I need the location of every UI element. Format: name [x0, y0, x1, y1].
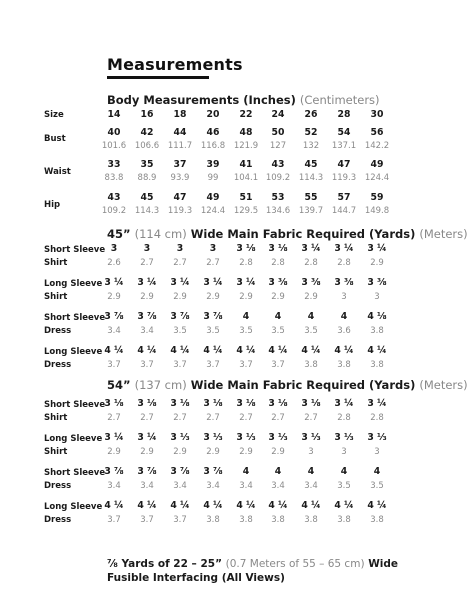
- value-cell: 3 ⅓: [367, 432, 387, 443]
- metric-cell: 3.8: [271, 515, 285, 525]
- value-cell: 44: [173, 127, 187, 138]
- value-cell: 4 ¼: [367, 500, 387, 511]
- metric-cell: 3.5: [239, 326, 253, 336]
- metric-cell: 2.7: [206, 413, 220, 423]
- metric-cell: 2.9: [140, 447, 154, 457]
- interfacing-note: [107, 557, 427, 585]
- value-cell: 14: [107, 109, 121, 120]
- value-cell: 28: [337, 109, 351, 120]
- metric-cell: 3.4: [107, 481, 121, 491]
- section-heading-width-metric: (114 cm): [134, 227, 187, 241]
- value-cell: 16: [140, 109, 154, 120]
- value-cell: 49: [370, 159, 384, 170]
- value-cell: 3 ⅓: [203, 432, 223, 443]
- metric-cell: 3.4: [140, 481, 154, 491]
- section-heading-width: 54”: [107, 378, 131, 392]
- metric-cell: 2.9: [239, 292, 253, 302]
- row-label-fabric-45-long-sleeve-shirt: Long Sleeve Shirt: [44, 279, 103, 302]
- value-cell: 56: [370, 127, 384, 138]
- metric-cell: 3.5: [337, 481, 351, 491]
- value-cell: 4 ⅛: [367, 311, 387, 322]
- metric-cell: 3.8: [206, 515, 220, 525]
- section-heading-text: Wide Main Fabric Required (Yards): [190, 227, 416, 241]
- metric-cell: 3.5: [173, 326, 187, 336]
- value-cell: 3 ⅛: [268, 243, 288, 254]
- value-cell: 3 ¼: [137, 432, 157, 443]
- metric-cell: 139.7: [298, 206, 324, 216]
- row-label-body-waist: Waist: [44, 167, 71, 177]
- metric-cell: 3.4: [271, 481, 285, 491]
- metric-cell: 3.4: [239, 481, 253, 491]
- metric-cell: 3.7: [173, 360, 187, 370]
- value-cell: 20: [206, 109, 220, 120]
- section-heading-unit: (Centimeters): [299, 93, 380, 107]
- value-cell: 3 ⅜: [301, 277, 321, 288]
- metric-cell: 109.2: [265, 173, 291, 183]
- value-cell: 3 ⅓: [170, 432, 190, 443]
- value-cell: 3 ⅞: [170, 466, 190, 477]
- value-cell: 3 ¼: [170, 277, 190, 288]
- value-cell: 50: [271, 127, 285, 138]
- row-label-fabric-45-short-sleeve-dress: Short Sleeve Dress: [44, 313, 106, 336]
- metric-cell: 3.4: [173, 481, 187, 491]
- value-cell: 4 ¼: [104, 345, 124, 356]
- section-heading-body-measurements: [107, 93, 380, 107]
- value-cell: 53: [271, 192, 285, 203]
- value-cell: 4 ¼: [137, 345, 157, 356]
- interfacing-amount: ⅞ Yards of 22 – 25”: [107, 558, 222, 570]
- value-cell: 3 ⅜: [334, 277, 354, 288]
- metric-cell: 3.8: [370, 515, 384, 525]
- metric-cell: 3.8: [239, 515, 253, 525]
- metric-cell: 3.4: [140, 326, 154, 336]
- value-cell: 4 ¼: [268, 500, 288, 511]
- value-cell: 3 ¼: [367, 398, 387, 409]
- interfacing-metric: (0.7 Meters of 55 – 65 cm): [225, 558, 365, 570]
- value-cell: 4 ¼: [367, 345, 387, 356]
- metric-cell: 3.8: [337, 515, 351, 525]
- metric-cell: 3.7: [271, 360, 285, 370]
- metric-cell: 2.7: [206, 258, 220, 268]
- value-cell: 3 ⅞: [104, 466, 124, 477]
- value-cell: 3 ⅛: [170, 398, 190, 409]
- value-cell: 3 ⅛: [203, 398, 223, 409]
- metric-cell: 3.7: [107, 515, 121, 525]
- value-cell: 4: [340, 466, 348, 477]
- value-cell: 3 ⅓: [301, 432, 321, 443]
- metric-cell: 111.7: [167, 141, 193, 151]
- value-cell: 3 ¼: [236, 277, 256, 288]
- metric-cell: 3.8: [370, 360, 384, 370]
- value-cell: 4: [242, 466, 250, 477]
- metric-cell: 2.9: [239, 447, 253, 457]
- metric-cell: 137.1: [331, 141, 357, 151]
- value-cell: 4: [307, 311, 315, 322]
- metric-cell: 2.9: [206, 292, 220, 302]
- value-cell: 3 ⅞: [137, 466, 157, 477]
- value-cell: 3: [209, 243, 217, 254]
- value-cell: 3 ⅛: [236, 398, 256, 409]
- value-cell: 18: [173, 109, 187, 120]
- metric-cell: 2.9: [173, 447, 187, 457]
- value-cell: 45: [304, 159, 318, 170]
- metric-cell: 2.7: [239, 413, 253, 423]
- value-cell: 54: [337, 127, 351, 138]
- value-cell: 3: [176, 243, 184, 254]
- metric-cell: 2.9: [206, 447, 220, 457]
- value-cell: 3 ⅓: [268, 432, 288, 443]
- value-cell: 4: [373, 466, 381, 477]
- row-label-body-size: Size: [44, 110, 64, 120]
- value-cell: 26: [304, 109, 318, 120]
- metric-cell: 88.9: [137, 173, 157, 183]
- value-cell: 3 ⅞: [203, 311, 223, 322]
- value-cell: 4: [274, 311, 282, 322]
- value-cell: 4 ¼: [203, 500, 223, 511]
- value-cell: 40: [107, 127, 121, 138]
- value-cell: 57: [337, 192, 351, 203]
- metric-cell: 2.8: [271, 258, 285, 268]
- metric-cell: 2.8: [337, 258, 351, 268]
- metric-cell: 3: [308, 447, 314, 457]
- metric-cell: 114.3: [134, 206, 160, 216]
- row-label-fabric-45-long-sleeve-dress: Long Sleeve Dress: [44, 347, 103, 370]
- metric-cell: 3.4: [206, 481, 220, 491]
- metric-cell: 3.5: [304, 326, 318, 336]
- value-cell: 4: [274, 466, 282, 477]
- metric-cell: 3.7: [206, 360, 220, 370]
- metric-cell: 124.4: [200, 206, 226, 216]
- row-label-body-bust: Bust: [44, 134, 66, 144]
- value-cell: 4 ¼: [137, 500, 157, 511]
- metric-cell: 132: [302, 141, 320, 151]
- metric-cell: 2.7: [271, 413, 285, 423]
- metric-cell: 106.6: [134, 141, 160, 151]
- metric-cell: 3.5: [271, 326, 285, 336]
- metric-cell: 3: [374, 447, 380, 457]
- value-cell: 41: [239, 159, 253, 170]
- value-cell: 3 ⅞: [170, 311, 190, 322]
- metric-cell: 3.8: [370, 326, 384, 336]
- row-label-fabric-45-short-sleeve-shirt: Short Sleeve Shirt: [44, 245, 106, 268]
- value-cell: 4: [307, 466, 315, 477]
- value-cell: 51: [239, 192, 253, 203]
- value-cell: 3 ¼: [104, 432, 124, 443]
- metric-cell: 3.7: [140, 515, 154, 525]
- value-cell: 3 ⅜: [268, 277, 288, 288]
- value-cell: 4 ¼: [268, 345, 288, 356]
- metric-cell: 109.2: [101, 206, 127, 216]
- metric-cell: 3.5: [206, 326, 220, 336]
- metric-cell: 3.8: [304, 515, 318, 525]
- metric-cell: 129.5: [233, 206, 259, 216]
- metric-cell: 3.7: [173, 515, 187, 525]
- metric-cell: 2.7: [140, 413, 154, 423]
- value-cell: 3 ⅛: [137, 398, 157, 409]
- metric-cell: 3.4: [107, 326, 121, 336]
- value-cell: 3 ¼: [367, 243, 387, 254]
- row-label-fabric-54-short-sleeve-dress: Short Sleeve Dress: [44, 468, 106, 491]
- section-heading-fabric-54: [107, 378, 468, 392]
- value-cell: 3 ¼: [137, 277, 157, 288]
- value-cell: 4 ¼: [236, 345, 256, 356]
- section-heading-text: Wide Main Fabric Required (Yards): [190, 378, 416, 392]
- metric-cell: 2.9: [140, 292, 154, 302]
- value-cell: 42: [140, 127, 154, 138]
- metric-cell: 2.8: [337, 413, 351, 423]
- value-cell: 35: [140, 159, 154, 170]
- metric-cell: 2.7: [173, 413, 187, 423]
- value-cell: 46: [206, 127, 220, 138]
- metric-cell: 2.9: [107, 292, 121, 302]
- title-underline: [107, 76, 209, 79]
- metric-cell: 3.8: [304, 360, 318, 370]
- section-heading-width-metric: (137 cm): [134, 378, 187, 392]
- row-label-fabric-54-long-sleeve-dress: Long Sleeve Dress: [44, 502, 103, 525]
- metric-cell: 3.8: [337, 360, 351, 370]
- value-cell: 3 ¼: [334, 243, 354, 254]
- value-cell: 39: [206, 159, 220, 170]
- value-cell: 3: [110, 243, 118, 254]
- metric-cell: 2.9: [271, 447, 285, 457]
- metric-cell: 3: [341, 447, 347, 457]
- value-cell: 33: [107, 159, 121, 170]
- value-cell: 3 ⅛: [236, 243, 256, 254]
- value-cell: 4 ¼: [203, 345, 223, 356]
- metric-cell: 2.9: [304, 292, 318, 302]
- section-heading-fabric-45: [107, 227, 468, 241]
- interfacing-description: Wide Fusible Interfacing (All Views): [107, 558, 399, 584]
- metric-cell: 127: [269, 141, 287, 151]
- metric-cell: 119.3: [167, 206, 193, 216]
- metric-cell: 2.9: [173, 292, 187, 302]
- metric-cell: 3: [374, 292, 380, 302]
- metric-cell: 144.7: [331, 206, 357, 216]
- value-cell: 4 ¼: [170, 500, 190, 511]
- value-cell: 3 ¼: [301, 243, 321, 254]
- metric-cell: 2.6: [107, 258, 121, 268]
- value-cell: 3 ⅜: [367, 277, 387, 288]
- value-cell: 3 ⅛: [268, 398, 288, 409]
- section-heading-unit: (Meters): [419, 378, 468, 392]
- value-cell: 3 ¼: [104, 277, 124, 288]
- value-cell: 4 ¼: [301, 345, 321, 356]
- metric-cell: 149.8: [364, 206, 390, 216]
- value-cell: 48: [239, 127, 253, 138]
- value-cell: 4 ¼: [170, 345, 190, 356]
- metric-cell: 2.9: [271, 292, 285, 302]
- metric-cell: 93.9: [170, 173, 190, 183]
- value-cell: 59: [370, 192, 384, 203]
- section-heading-unit: (Meters): [419, 227, 468, 241]
- metric-cell: 2.8: [370, 413, 384, 423]
- value-cell: 3 ¼: [203, 277, 223, 288]
- value-cell: 24: [271, 109, 285, 120]
- metric-cell: 3: [341, 292, 347, 302]
- metric-cell: 3.7: [107, 360, 121, 370]
- value-cell: 3 ⅞: [137, 311, 157, 322]
- value-cell: 47: [337, 159, 351, 170]
- value-cell: 52: [304, 127, 318, 138]
- metric-cell: 121.9: [233, 141, 259, 151]
- metric-cell: 2.7: [304, 413, 318, 423]
- metric-cell: 83.8: [104, 173, 124, 183]
- value-cell: 4: [340, 311, 348, 322]
- value-cell: 3 ⅓: [236, 432, 256, 443]
- value-cell: 55: [304, 192, 318, 203]
- value-cell: 3: [143, 243, 151, 254]
- metric-cell: 2.7: [140, 258, 154, 268]
- value-cell: 4 ¼: [334, 500, 354, 511]
- metric-cell: 2.7: [173, 258, 187, 268]
- metric-cell: 116.8: [200, 141, 226, 151]
- value-cell: 30: [370, 109, 384, 120]
- value-cell: 3 ⅓: [334, 432, 354, 443]
- metric-cell: 3.6: [337, 326, 351, 336]
- row-label-fabric-54-short-sleeve-shirt: Short Sleeve Shirt: [44, 400, 106, 423]
- metric-cell: 2.9: [370, 258, 384, 268]
- metric-cell: 2.8: [304, 258, 318, 268]
- value-cell: 4 ¼: [104, 500, 124, 511]
- metric-cell: 101.6: [101, 141, 127, 151]
- value-cell: 37: [173, 159, 187, 170]
- value-cell: 47: [173, 192, 187, 203]
- metric-cell: 2.8: [239, 258, 253, 268]
- value-cell: 22: [239, 109, 253, 120]
- metric-cell: 3.7: [140, 360, 154, 370]
- value-cell: 4: [242, 311, 250, 322]
- value-cell: 3 ⅛: [104, 398, 124, 409]
- metric-cell: 119.3: [331, 173, 357, 183]
- value-cell: 3 ⅛: [301, 398, 321, 409]
- metric-cell: 2.9: [107, 447, 121, 457]
- metric-cell: 134.6: [265, 206, 291, 216]
- metric-cell: 2.7: [107, 413, 121, 423]
- row-label-fabric-54-long-sleeve-shirt: Long Sleeve Shirt: [44, 434, 103, 457]
- metric-cell: 3.7: [239, 360, 253, 370]
- value-cell: 3 ⅞: [203, 466, 223, 477]
- metric-cell: 124.4: [364, 173, 390, 183]
- value-cell: 3 ⅞: [104, 311, 124, 322]
- value-cell: 45: [140, 192, 154, 203]
- value-cell: 4 ¼: [236, 500, 256, 511]
- page-title: Measurements: [107, 55, 243, 74]
- value-cell: 4 ¼: [301, 500, 321, 511]
- metric-cell: 104.1: [233, 173, 259, 183]
- section-heading-text: Body Measurements (Inches): [107, 93, 296, 107]
- row-label-body-hip: Hip: [44, 200, 61, 210]
- metric-cell: 114.3: [298, 173, 324, 183]
- value-cell: 3 ¼: [334, 398, 354, 409]
- metric-cell: 3.5: [370, 481, 384, 491]
- value-cell: 4 ¼: [334, 345, 354, 356]
- section-heading-width: 45”: [107, 227, 131, 241]
- value-cell: 43: [271, 159, 285, 170]
- value-cell: 49: [206, 192, 220, 203]
- metric-cell: 3.4: [304, 481, 318, 491]
- metric-cell: 142.2: [364, 141, 390, 151]
- value-cell: 43: [107, 192, 121, 203]
- metric-cell: 99: [207, 173, 219, 183]
